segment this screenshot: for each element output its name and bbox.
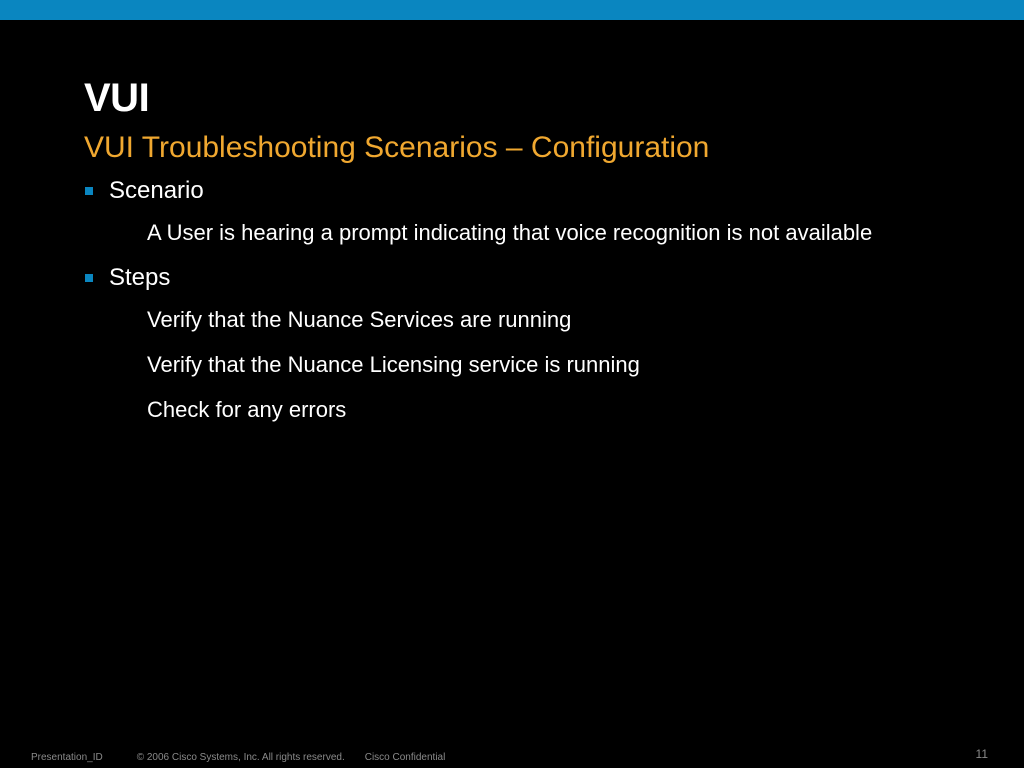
- section-scenario: [84, 176, 944, 247]
- slide-subtitle: VUI Troubleshooting Scenarios – Configuration: [84, 131, 710, 164]
- bullet-row: [84, 263, 944, 297]
- sub-list: [147, 218, 944, 247]
- square-bullet-icon: [85, 187, 93, 195]
- footer: [31, 752, 445, 764]
- square-bullet-icon: [85, 274, 93, 282]
- slide-title: VUI: [84, 76, 150, 120]
- section-label: Steps: [109, 264, 171, 291]
- footer-confidential: Cisco Confidential: [364, 752, 446, 763]
- sub-list: [147, 305, 944, 424]
- footer-presentation-id: Presentation_ID: [31, 752, 103, 763]
- header-accent-bar: [0, 0, 1024, 20]
- list-item: Verify that the Nuance Licensing service is running: [147, 352, 640, 377]
- slide-content: [84, 176, 944, 440]
- footer-copyright: © 2006 Cisco Systems, Inc. All rights reserved.: [136, 752, 345, 763]
- section-steps: [84, 263, 944, 424]
- page-number: 11: [975, 747, 988, 761]
- list-item: Check for any errors: [147, 397, 347, 422]
- bullet-row: [84, 176, 944, 210]
- list-item: A User is hearing a prompt indicating that voice recognition is not available: [147, 220, 873, 245]
- section-label: Scenario: [109, 177, 204, 204]
- list-item: Verify that the Nuance Services are running: [147, 307, 572, 332]
